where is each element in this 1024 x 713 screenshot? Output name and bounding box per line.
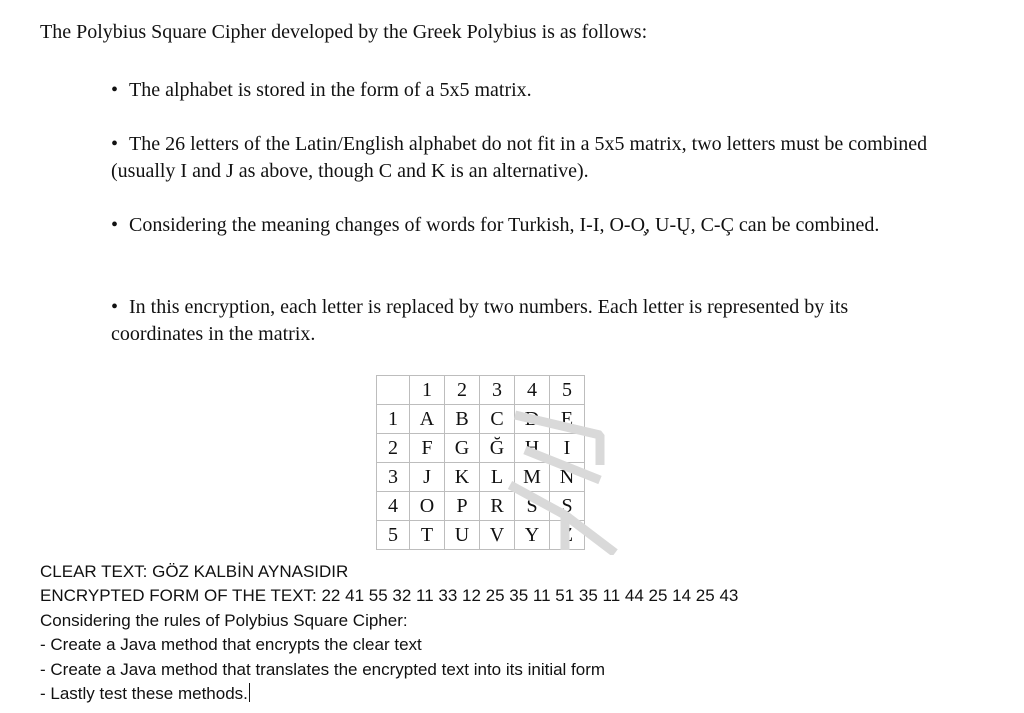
column-header: 3 — [480, 376, 515, 405]
column-header: 4 — [515, 376, 550, 405]
table-cell: C — [480, 405, 515, 434]
table-corner-cell — [377, 376, 410, 405]
table-cell: S — [515, 492, 550, 521]
bullet-text: Considering the meaning changes of words for Turkish, I-I, O-O̧, U-Ų, C-Ç can be combined. — [129, 214, 880, 236]
bullet-text: The alphabet is stored in the form of a 5x5 matrix. — [129, 79, 532, 101]
text-cursor — [249, 683, 250, 702]
table-row — [377, 463, 585, 492]
table-row — [377, 405, 585, 434]
table-cell: J — [410, 463, 445, 492]
bullet-text: The 26 letters of the Latin/English alphabet do not fit in a 5x5 matrix, two letters must be combined (usually I and J as above, though C and K is an alternative). — [111, 133, 928, 182]
task-text-block — [40, 560, 738, 706]
task-test-line — [40, 682, 738, 706]
table-cell: T — [410, 521, 445, 550]
table-row — [377, 434, 585, 463]
table-row — [377, 521, 585, 550]
table-cell: Ğ — [480, 434, 515, 463]
bullet-item — [111, 212, 931, 239]
bullet-item — [111, 77, 931, 104]
table-cell: U — [445, 521, 480, 550]
row-header: 4 — [377, 492, 410, 521]
table-cell: G — [445, 434, 480, 463]
table-header-row — [377, 376, 585, 405]
intro-paragraph: The Polybius Square Cipher developed by the Greek Polybius is as follows: — [40, 21, 648, 43]
polybius-square — [376, 375, 585, 550]
table-cell: V — [480, 521, 515, 550]
column-header: 1 — [410, 376, 445, 405]
table-cell: Z — [550, 521, 585, 550]
table-row — [377, 492, 585, 521]
task-encrypt-line: - Create a Java method that encrypts the clear text — [40, 635, 422, 655]
table-cell: I — [550, 434, 585, 463]
table-cell: P — [445, 492, 480, 521]
table-cell: D — [515, 405, 550, 434]
polybius-table — [376, 375, 585, 550]
table-cell: E — [550, 405, 585, 434]
column-header: 2 — [445, 376, 480, 405]
bullet-dot: • — [111, 296, 119, 318]
bullet-dot: • — [111, 214, 119, 236]
table-cell: M — [515, 463, 550, 492]
table-cell: H — [515, 434, 550, 463]
table-cell: B — [445, 405, 480, 434]
task-decrypt-line: - Create a Java method that translates the encrypted text into its initial form — [40, 659, 606, 679]
table-cell: O — [410, 492, 445, 521]
table-cell: Y — [515, 521, 550, 550]
bullet-dot: • — [111, 133, 119, 155]
rules-line: Considering the rules of Polybius Square Cipher: — [40, 610, 408, 630]
table-cell: Ş — [550, 492, 585, 521]
bullet-text: In this encryption, each letter is replaced by two numbers. Each letter is represented by its coordinates in the matrix. — [111, 296, 849, 345]
table-cell: L — [480, 463, 515, 492]
bullet-dot: • — [111, 79, 119, 101]
table-cell: A — [410, 405, 445, 434]
table-cell: F — [410, 434, 445, 463]
row-header: 5 — [377, 521, 410, 550]
bullet-item — [111, 131, 931, 185]
row-header: 3 — [377, 463, 410, 492]
clear-text-line: CLEAR TEXT: GÖZ KALBİN AYNASIDIR — [40, 562, 349, 581]
row-header: 2 — [377, 434, 410, 463]
table-cell: N — [550, 463, 585, 492]
task-test-text: - Lastly test these methods. — [40, 684, 248, 704]
table-cell: R — [480, 492, 515, 521]
encrypted-text-line: ENCRYPTED FORM OF THE TEXT: 22 41 55 32 11 33 12 25 35 11 51 35 11 44 25 14 25 43 — [40, 586, 739, 606]
row-header: 1 — [377, 405, 410, 434]
bullet-item — [111, 294, 931, 348]
table-cell: K — [445, 463, 480, 492]
column-header: 5 — [550, 376, 585, 405]
